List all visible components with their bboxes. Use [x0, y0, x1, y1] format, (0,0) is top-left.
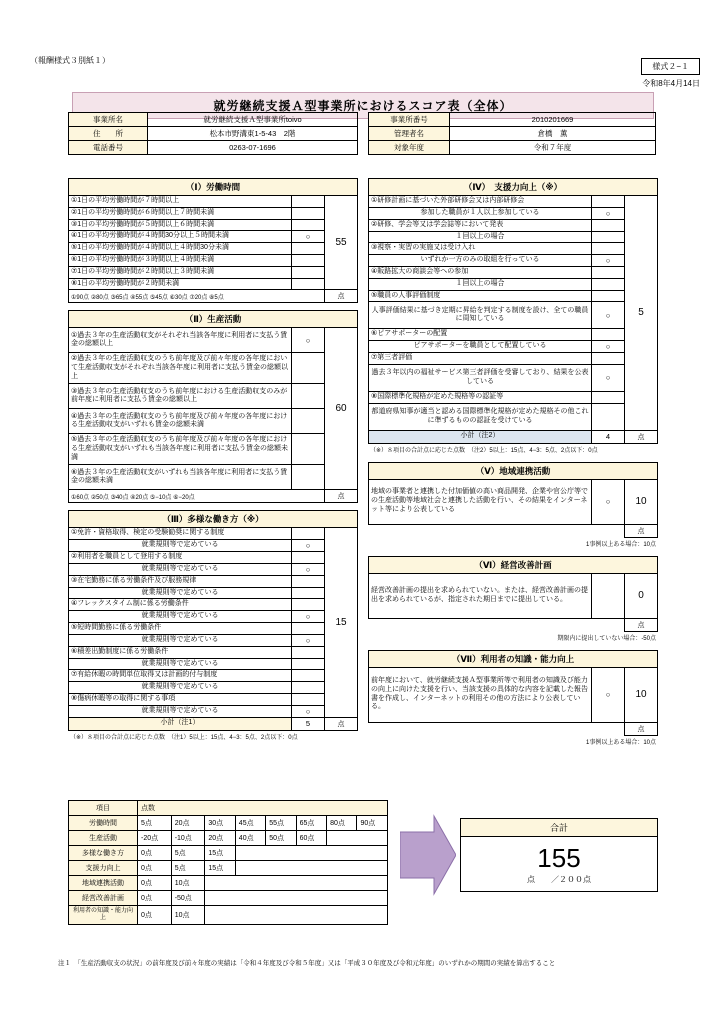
criterion-check[interactable]: ○ — [292, 705, 325, 717]
table-row — [69, 511, 358, 528]
table-row — [69, 528, 358, 540]
table-row — [369, 302, 658, 329]
cell — [205, 906, 388, 925]
criterion-text: ④過去３年の生産活動収支のうち前年度及び前々年度の各年度における生産活動収支がいずれも賃金の総額未満 — [69, 409, 292, 434]
table-row — [369, 667, 658, 722]
footnote: 注１ 「生産活動収支の状況」の前年度及び前々年度の実績は「令和４年度及び令和５年度」又は「平成３０年度及び令和元年度」のいずれかの期間の実績を算出すること — [58, 960, 556, 967]
criterion-text: 就業規則等で定めている — [69, 658, 292, 670]
table-row — [69, 876, 388, 891]
criterion-check[interactable] — [292, 693, 325, 705]
criterion-text: ⑥積差出勤制度に係る労働条件 — [69, 646, 292, 658]
criterion-text: ⑥過去３年の生産活動収支がいずれも当該各年度に利用者に支払う賃金の総額未満 — [69, 465, 292, 490]
table-row — [69, 290, 358, 303]
table-row — [69, 243, 358, 255]
criterion-text: ②利用者を職員として登用する制度 — [69, 552, 292, 564]
total-unit: 点 ／２００点 — [527, 875, 591, 884]
table-row — [69, 801, 388, 816]
section-score: 5 — [625, 196, 658, 431]
table-row — [69, 575, 358, 587]
table-row — [369, 329, 658, 341]
criterion-text: 就業規則等で定めている — [69, 634, 292, 646]
criterion-text: ⑦第三者評価 — [369, 353, 592, 365]
table-row — [69, 328, 358, 353]
criterion-text: 就業規則等で定めている — [69, 682, 292, 694]
subtotal-label: 小計（注2） — [369, 430, 592, 443]
criterion-check[interactable]: ○ — [592, 302, 625, 329]
criterion-check[interactable] — [292, 434, 325, 465]
cell: 5点 — [171, 861, 205, 876]
table-row — [369, 219, 658, 231]
info-value: 0263-07-1696 — [148, 141, 358, 155]
cell: 80点 — [327, 816, 357, 831]
section-title: （Ⅰ）労働時間 — [69, 179, 358, 196]
table-row — [69, 490, 358, 503]
criterion-check[interactable] — [592, 278, 625, 290]
table-row — [369, 524, 658, 537]
criterion-text: ⑧傷病休暇等の取得に関する事項 — [69, 693, 292, 705]
section-title: （Ⅲ）多様な働き方（※） — [69, 511, 358, 528]
criterion-check[interactable]: ○ — [292, 611, 325, 623]
criterion-text: １回以上の場合 — [369, 231, 592, 243]
info-label: 事業所番号 — [369, 113, 450, 127]
cell: 5点 — [171, 846, 205, 861]
criterion-check[interactable] — [292, 384, 325, 409]
criterion-text: ピアサポーターを職員として配置している — [369, 341, 592, 353]
criterion-text: ④1日の平均労働時間が４時間30分以上５時間未満 — [69, 231, 292, 243]
section-title: （Ⅴ）地域連携活動 — [369, 462, 658, 479]
table-row — [69, 906, 388, 925]
info-value: 就労継続支援Ａ型事業所toivo — [148, 113, 358, 127]
score-unit: 点 — [625, 618, 658, 631]
table-row — [369, 141, 656, 155]
info-label: 事業所名 — [69, 113, 148, 127]
info-value: 令和７年度 — [450, 141, 656, 155]
criterion-check[interactable] — [292, 682, 325, 694]
row-label: 利用者の知識・能力向上 — [69, 906, 138, 925]
criterion-text: 都道府県知事が適当と認める国際標準化規格が定めた規格その他これに準ずるものの認証を受けている — [369, 403, 592, 430]
criterion-text: 就業規則等で定めている — [69, 563, 292, 575]
section-user-knowledge — [368, 650, 658, 747]
table-row — [69, 465, 358, 490]
criterion-text: ③在宅勤務に係る労働条件及び服務規律 — [69, 575, 292, 587]
criterion-text: 前年度において、就労継続支援Ａ型事業所等で利用者の知識及び能力の向上に向けた支援を行い、当該支援の具体的な内容を記載した報告書を作成し、インターネットの利用その他の方法により公表している。 — [369, 667, 592, 722]
criterion-text: ②研修、学会等又は学会誌等において発表 — [369, 219, 592, 231]
column-header-item: 項目 — [69, 801, 138, 816]
cell: 90点 — [357, 816, 388, 831]
form-number: 様式２−１ — [641, 58, 700, 75]
table-row — [69, 861, 388, 876]
criterion-text: ⑤短時間勤務に係る労働条件 — [69, 623, 292, 635]
section-note: （※）８項目の合計点に応じた点数 （注1）5以上：15点、4−3：5点、2点以下：0点 — [70, 734, 298, 741]
table-row — [369, 231, 658, 243]
criterion-check[interactable] — [292, 599, 325, 611]
criterion-text: ①研修計画に基づいた外部研修会又は内部研修会 — [369, 196, 592, 208]
criterion-check[interactable]: ○ — [592, 479, 625, 524]
table-row — [69, 196, 358, 208]
criterion-text: ③過去３年の生産活動収支のうち前年度における生産活動収支のみが前年度に利用者に支払う賃金の総額以上 — [69, 384, 292, 409]
cell: 15点 — [205, 861, 235, 876]
facility-info-table-right — [368, 112, 656, 155]
cell: 55点 — [266, 816, 296, 831]
criterion-check[interactable] — [292, 207, 325, 219]
table-row — [69, 434, 358, 465]
cell: 10点 — [171, 876, 205, 891]
criterion-check[interactable]: ○ — [592, 667, 625, 722]
subtotal-value: 4 — [592, 430, 625, 443]
table-row — [369, 430, 658, 443]
criterion-text: いずれか一方のみの取組を行っている — [369, 255, 592, 267]
criterion-text: ⑦1日の平均労働時間が２時間以上３時間未満 — [69, 266, 292, 278]
criterion-check[interactable] — [292, 243, 325, 255]
info-value: 倉橋 薫 — [450, 127, 656, 141]
table-row — [69, 384, 358, 409]
section-title: （Ⅳ） 支援力向上（※） — [369, 179, 658, 196]
cell — [327, 831, 388, 846]
cell: 65点 — [296, 816, 326, 831]
table-row — [69, 127, 358, 141]
page-title: 就労継続支援Ａ型事業所におけるスコア表（全体） — [72, 92, 654, 119]
section-regional-cooperation — [368, 462, 658, 549]
cell: 15点 — [205, 846, 235, 861]
section-management-improvement — [368, 556, 658, 643]
criterion-check[interactable]: ○ — [292, 634, 325, 646]
criterion-check[interactable]: ○ — [292, 563, 325, 575]
cell — [205, 891, 388, 906]
cell: 45点 — [235, 816, 265, 831]
table-row — [69, 141, 358, 155]
criterion-check[interactable] — [292, 646, 325, 658]
table-row — [69, 552, 358, 564]
criterion-check[interactable]: ○ — [592, 341, 625, 353]
cell — [205, 876, 388, 891]
section-score: 60 — [325, 328, 358, 490]
table-row — [69, 113, 358, 127]
section-diverse-work — [68, 510, 358, 741]
criterion-check[interactable]: ○ — [292, 231, 325, 243]
table-row — [369, 722, 658, 735]
info-label: 管理者名 — [369, 127, 450, 141]
criterion-check[interactable] — [592, 290, 625, 302]
criterion-text: ①過去３年の生産活動収支がそれぞれ当該各年度に利用者に支払う賃金の総額以上 — [69, 328, 292, 353]
table-row — [369, 278, 658, 290]
table-row — [69, 891, 388, 906]
criterion-check[interactable] — [592, 231, 625, 243]
section-legend: ①60点 ②50点 ③40点 ④20点 ⑤−10点 ⑥−20点 — [69, 490, 325, 503]
cell: 0点 — [138, 861, 172, 876]
table-row — [69, 540, 358, 552]
criterion-check[interactable] — [292, 409, 325, 434]
cell: 60点 — [296, 831, 326, 846]
cell — [235, 861, 387, 876]
criterion-check[interactable] — [292, 219, 325, 231]
table-row — [69, 611, 358, 623]
criterion-text: ②過去３年の生産活動収支のうち前年度及び前々年度の各年度において生産活動収支がそれぞれ当該各年度に利用者に支払う賃金の総額以上 — [69, 353, 292, 384]
table-row — [369, 179, 658, 196]
criterion-text: ⑥ピアサポーターの配置 — [369, 329, 592, 341]
criterion-check[interactable] — [292, 552, 325, 564]
section-score: 15 — [325, 528, 358, 717]
table-row — [69, 255, 358, 267]
criterion-check[interactable] — [292, 670, 325, 682]
table-row — [69, 278, 358, 290]
row-label: 多様な働き方 — [69, 846, 138, 861]
subtotal-value: 5 — [292, 717, 325, 730]
score-unit: 点 — [325, 490, 358, 503]
section-labor-hours — [68, 178, 358, 303]
table-row — [69, 231, 358, 243]
criterion-text: ⑤1日の平均労働時間が４時間以上４時間30分未満 — [69, 243, 292, 255]
criterion-text: 経営改善計画の提出を求められていない。または、経営改善計画の提出を求められているが、指定された期日までに提出している。 — [369, 573, 592, 618]
criterion-text: 就業規則等で定めている — [69, 540, 292, 552]
table-row — [369, 650, 658, 667]
form-label: （報酬様式３別紙１） — [30, 56, 110, 65]
table-row — [69, 693, 358, 705]
row-label: 支援力向上 — [69, 861, 138, 876]
info-label: 電話番号 — [69, 141, 148, 155]
table-row — [369, 127, 656, 141]
table-row — [369, 196, 658, 208]
criterion-check[interactable] — [592, 573, 625, 618]
row-label: 生産活動 — [69, 831, 138, 846]
total-label: 合計 — [461, 819, 657, 837]
criterion-check[interactable]: ○ — [292, 328, 325, 353]
criterion-text: １回以上の場合 — [369, 278, 592, 290]
right-column — [368, 178, 658, 754]
column-header-points: 点数 — [138, 801, 388, 816]
criterion-text: 人事評価結果に基づき定期に昇給を判定する制度を設け、全ての職員に周知している — [369, 302, 592, 329]
table-row — [369, 391, 658, 403]
criterion-text: ⑧1日の平均労働時間が２時間未満 — [69, 278, 292, 290]
criterion-check[interactable] — [292, 528, 325, 540]
cell: 0点 — [138, 846, 172, 861]
table-row — [69, 311, 358, 328]
criterion-check[interactable] — [292, 465, 325, 490]
table-row — [69, 563, 358, 575]
cell: 20点 — [205, 831, 235, 846]
criterion-text: 過去３年以内の福祉サービス第三者評価を受審しており、結果を公表している — [369, 364, 592, 391]
section-score: 10 — [625, 479, 658, 524]
cell: 5点 — [138, 816, 172, 831]
cell: 30点 — [205, 816, 235, 831]
criterion-check[interactable]: ○ — [292, 540, 325, 552]
cell: 40点 — [235, 831, 265, 846]
cell: 20点 — [171, 816, 205, 831]
facility-info-table-left — [68, 112, 358, 155]
criterion-text: ③視察・実習の実施又は受け入れ — [369, 243, 592, 255]
section-note: 1事例以上ある場合：10点 — [585, 739, 656, 746]
section-title: （Ⅱ）生産活動 — [69, 311, 358, 328]
section-note: 1事例以上ある場合：10点 — [585, 541, 656, 548]
table-row — [369, 403, 658, 430]
score-unit: 点 — [325, 290, 358, 303]
section-note: （※）８項目の合計点に応じた点数 （注2）5以上：15点、4−3：5点、2点以下：0点 — [370, 447, 598, 454]
table-row — [369, 462, 658, 479]
criterion-check[interactable] — [292, 623, 325, 635]
score-unit: 点 — [325, 717, 358, 730]
criterion-check[interactable] — [592, 243, 625, 255]
criterion-check[interactable] — [592, 353, 625, 365]
table-row — [69, 219, 358, 231]
criterion-check[interactable] — [292, 196, 325, 208]
criterion-text: 参加した職員が１人以上参加している — [369, 207, 592, 219]
section-legend: ①90点 ②80点 ③65点 ④55点 ⑤45点 ⑥30点 ⑦20点 ⑧5点 — [69, 290, 325, 303]
table-row — [69, 179, 358, 196]
criterion-check[interactable] — [592, 267, 625, 279]
score-unit: 点 — [625, 524, 658, 537]
criterion-check[interactable] — [592, 196, 625, 208]
criterion-check[interactable] — [592, 391, 625, 403]
criterion-check[interactable]: ○ — [592, 255, 625, 267]
row-label: 労働時間 — [69, 816, 138, 831]
criterion-check[interactable] — [292, 353, 325, 384]
info-label: 対象年度 — [369, 141, 450, 155]
criterion-text: ⑤職員の人事評価制度 — [369, 290, 592, 302]
criterion-text: ⑦有給休暇の時間単位取得又は計画的付与制度 — [69, 670, 292, 682]
section-score: 0 — [625, 573, 658, 618]
criterion-text: ①1日の平均労働時間が７時間以上 — [69, 196, 292, 208]
table-row — [69, 658, 358, 670]
table-row — [369, 243, 658, 255]
left-column — [68, 178, 358, 749]
table-row — [69, 266, 358, 278]
criterion-text: 地域の事業者と連携した付加価値の高い商品開発、企業や官公庁等での生産活動等地域社会と連携した活動を行い、その結果をインターネット等により公表している — [369, 479, 592, 524]
table-row — [69, 682, 358, 694]
table-row — [69, 409, 358, 434]
cell: 10点 — [171, 906, 205, 925]
table-row — [369, 255, 658, 267]
row-label: 地域連携活動 — [69, 876, 138, 891]
info-value: 2010201669 — [450, 113, 656, 127]
criterion-check[interactable] — [292, 587, 325, 599]
score-unit: 点 — [625, 430, 658, 443]
section-production — [68, 310, 358, 503]
criterion-text: ①免許・資格取得、検定の受験勧奨に関する制度 — [69, 528, 292, 540]
table-row — [69, 353, 358, 384]
cell: -50点 — [171, 891, 205, 906]
table-row — [369, 207, 658, 219]
table-row — [69, 634, 358, 646]
section-title: （Ⅵ）経営改善計画 — [369, 556, 658, 573]
table-row — [69, 846, 388, 861]
info-value: 松本市野溝東1-5-43 2階 — [148, 127, 358, 141]
table-row — [69, 816, 388, 831]
cell: 0点 — [138, 876, 172, 891]
section-note: 期限内に提出していない場合：-50点 — [557, 635, 656, 642]
criterion-check[interactable]: ○ — [592, 207, 625, 219]
table-row — [369, 113, 656, 127]
table-row — [69, 623, 358, 635]
table-row — [69, 207, 358, 219]
criterion-check[interactable] — [292, 575, 325, 587]
criterion-text: 就業規則等で定めている — [69, 705, 292, 717]
criterion-check[interactable] — [292, 255, 325, 267]
section-score: 55 — [325, 196, 358, 290]
criterion-text: 就業規則等で定めている — [69, 611, 292, 623]
table-row — [369, 479, 658, 524]
score-unit: 点 — [625, 722, 658, 735]
cell: 0点 — [138, 906, 172, 925]
table-row — [369, 267, 658, 279]
criterion-check[interactable] — [292, 278, 325, 290]
table-row — [369, 556, 658, 573]
criterion-text: 就業規則等で定めている — [69, 587, 292, 599]
table-row — [69, 599, 358, 611]
table-row — [69, 831, 388, 846]
table-row — [69, 670, 358, 682]
score-reference-table — [68, 800, 388, 925]
table-row — [369, 364, 658, 391]
table-row — [369, 341, 658, 353]
cell: -10点 — [171, 831, 205, 846]
cell — [235, 846, 387, 861]
table-row — [69, 587, 358, 599]
section-score: 10 — [625, 667, 658, 722]
arrow-icon — [400, 812, 456, 898]
criterion-check[interactable] — [292, 658, 325, 670]
table-row — [69, 646, 358, 658]
table-row — [369, 618, 658, 631]
cell: -20点 — [138, 831, 172, 846]
section-support-capability — [368, 178, 658, 455]
subtotal-label: 小計（注1） — [69, 717, 292, 730]
info-label: 住 所 — [69, 127, 148, 141]
criterion-text: ⑤過去３年の生産活動収支のうち前年度及び前々年度の各年度における生産活動収支がいずれも当該各年度に利用者に支払う賃金の総額未満 — [69, 434, 292, 465]
criterion-text: ⑧国際標準化規格が定めた規格等の認証等 — [369, 391, 592, 403]
document-date: 令和8年4月14日 — [642, 79, 700, 88]
criterion-check[interactable] — [292, 266, 325, 278]
criterion-check[interactable] — [592, 219, 625, 231]
criterion-text: ④フレックスタイム制に係る労働条件 — [69, 599, 292, 611]
table-row — [369, 353, 658, 365]
table-row — [69, 717, 358, 730]
criterion-check[interactable]: ○ — [592, 364, 625, 391]
total-value: 155 — [537, 843, 581, 873]
table-row — [69, 705, 358, 717]
row-label: 経営改善計画 — [69, 891, 138, 906]
cell: 0点 — [138, 891, 172, 906]
total-score-box — [460, 818, 658, 892]
section-title: （Ⅶ）利用者の知識・能力向上 — [369, 650, 658, 667]
table-row — [369, 573, 658, 618]
cell: 50点 — [266, 831, 296, 846]
criterion-text: ③1日の平均労働時間が５時間以上６時間未満 — [69, 219, 292, 231]
criterion-check[interactable] — [592, 329, 625, 341]
criterion-text: ⑥1日の平均労働時間が３時間以上４時間未満 — [69, 255, 292, 267]
criterion-text: ④販路拡大の商談会等への参加 — [369, 267, 592, 279]
criterion-check[interactable] — [592, 403, 625, 430]
table-row — [369, 290, 658, 302]
criterion-text: ②1日の平均労働時間が６時間以上７時間未満 — [69, 207, 292, 219]
